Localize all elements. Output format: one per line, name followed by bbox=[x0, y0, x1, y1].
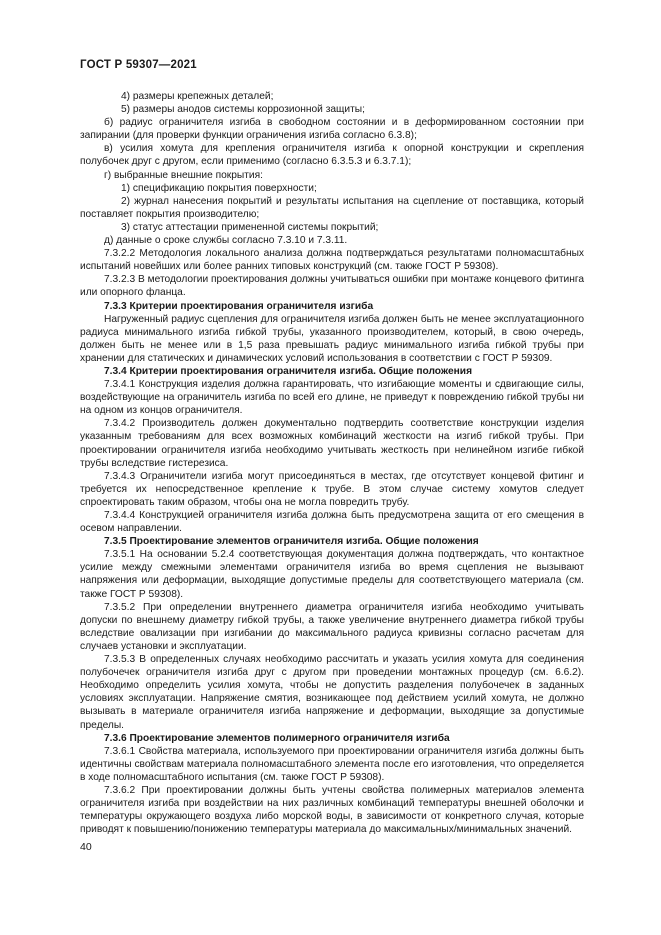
paragraph: д) данные о сроке службы согласно 7.3.10 и 7.3.11. bbox=[104, 235, 348, 247]
paragraph: 7.3.4.3 Ограничители изгиба могут присоединяться в местах, где отсутствует концевой фитинг и требуется их непосредственное крепление к трубе. В этом случае систему хомутов следует спроектировать таким образом, чтобы она не могла повредить трубу. bbox=[80, 470, 584, 508]
section-heading: 7.3.5 Проектирование элементов ограничителя изгиба. Общие положения bbox=[104, 536, 479, 548]
paragraph: 7.3.5.1 На основании 5.2.4 соответствующая документация должна подтверждать, что контактное усилие между смежными элементами ограничителя изгиба во время сцепления не вызывают напряжения или деформации, выходящие допустимые пределы для соответствующего материала (см. также ГОСТ Р 59308). bbox=[80, 549, 584, 600]
list-subitem: 2) журнал нанесения покрытий и результаты испытания на сцепление от поставщика, который поставляет покрытия производителю; bbox=[80, 195, 584, 220]
list-subitem: 1) спецификацию покрытия поверхности; bbox=[121, 182, 317, 194]
page-number: 40 bbox=[80, 841, 92, 853]
section-heading: 7.3.4 Критерии проектирования ограничителя изгиба. Общие положения bbox=[104, 365, 473, 377]
list-item: г) выбранные внешние покрытия: bbox=[104, 169, 263, 181]
paragraph: б) радиус ограничителя изгиба в свободном состоянии и в деформированном состоянии при запирании (для проверки функции ограничения изгиба согласно 6.3.8); bbox=[80, 117, 584, 142]
paragraph: 7.3.5.2 При определении внутреннего диаметра ограничителя изгиба необходимо учитывать допуски по внешнему диаметру гибкой трубы, а также увеличение внутреннего диаметра гибкой трубы вследствие овализации при изгибании до максимального радиуса кривизны согласно расчетам для случаев установки и эксплуатации. bbox=[80, 601, 584, 652]
paragraph: 7.3.4.1 Конструкция изделия должна гарантировать, что изгибающие моменты и сдвигающие силы, воздействующие на ограничитель изгиба по всей его длине, не приведут к повреждению гибкой трубы ни на одном из концов ограничителя. bbox=[80, 379, 584, 417]
document-body bbox=[80, 90, 584, 836]
paragraph: 7.3.4.4 Конструкцией ограничителя изгиба должна быть предусмотрена защита от его смещения в осевом направлении. bbox=[80, 510, 584, 535]
section-heading: 7.3.6 Проектирование элементов полимерного ограничителя изгиба bbox=[104, 732, 450, 744]
list-subitem: 3) статус аттестации примененной системы покрытий; bbox=[121, 221, 379, 233]
paragraph: в) усилия хомута для крепления ограничителя изгиба к опорной конструкции и скрепления полубочек друг с другом, если применимо (согласно 6.3.5.3 и 6.3.7.1); bbox=[80, 143, 584, 168]
list-subitem: 4) размеры крепежных деталей; bbox=[121, 91, 274, 102]
paragraph: 7.3.4.2 Производитель должен документально подтвердить соответствие конструкции изделия указанным требованиям для всех возможных комбинаций жесткости на изгиб гибкой трубы. При проектировании ограничителя изгиба необходимо учитывать жесткость при нелинейном изгибе гибкой трубы вследствие гистерезиса. bbox=[80, 418, 584, 469]
section-heading: 7.3.3 Критерии проектирования ограничителя изгиба bbox=[104, 300, 374, 312]
paragraph: 7.3.2.2 Методология локального анализа должна подтверждаться результатами полномасштабных испытаний новейших или более ранних типовых конструкций (см. также ГОСТ Р 59308). bbox=[80, 248, 584, 273]
paragraph: Нагруженный радиус сцепления для ограничителя изгиба должен быть не менее эксплуатационного радиуса минимального изгиба гибкой трубы, указанного производителем, который, в свою очередь, должен быть не менее или в 1,5 раза превышать радиус минимального изгиба гибкой трубы при хранении для статических и динамических условий использования в соответствии с ГОСТ Р 59309. bbox=[80, 313, 584, 364]
paragraph: 7.3.6.1 Свойства материала, используемого при проектировании ограничителя изгиба должны быть идентичны свойствам материала полномасштабного элемента после его изготовления, что определяется в ходе полномасштабного испытания (см. также ГОСТ Р 59308). bbox=[80, 745, 584, 783]
paragraph: 7.3.5.3 В определенных случаях необходимо рассчитать и указать усилия хомута для соединения полубочечек ограничителя изгиба друг с другом при проведении монтажных процедур (см. 6.6.2). Необходимо определить усилия хомута, чтобы не допустить разделения полубочечек в заданных условиях эксплуатации. Напряжение смятия, возникающее под действием усилий хомута, не должно вызывать в материале ограничителя изгиба напряжение и деформации, выходящие за допустимые пределы. bbox=[80, 654, 584, 731]
list-subitem: 5) размеры анодов системы коррозионной защиты; bbox=[121, 104, 365, 116]
paragraph: 7.3.6.2 При проектировании должны быть учтены свойства полимерных материалов элемента ограничителя изгиба при воздействии на них различных комбинаций температуры внешней оболочки и температуры окружающего воздуха либо морской воды, в зависимости от конкретного случая, которые приводят к повышению/понижению температуры материала до максимальных/минимальных значений. bbox=[80, 784, 584, 836]
document-header: ГОСТ Р 59307—2021 bbox=[80, 59, 197, 71]
paragraph: 7.3.2.3 В методологии проектирования должны учитываться ошибки при монтаже концевого фитинга или опорного фланца. bbox=[80, 274, 584, 299]
